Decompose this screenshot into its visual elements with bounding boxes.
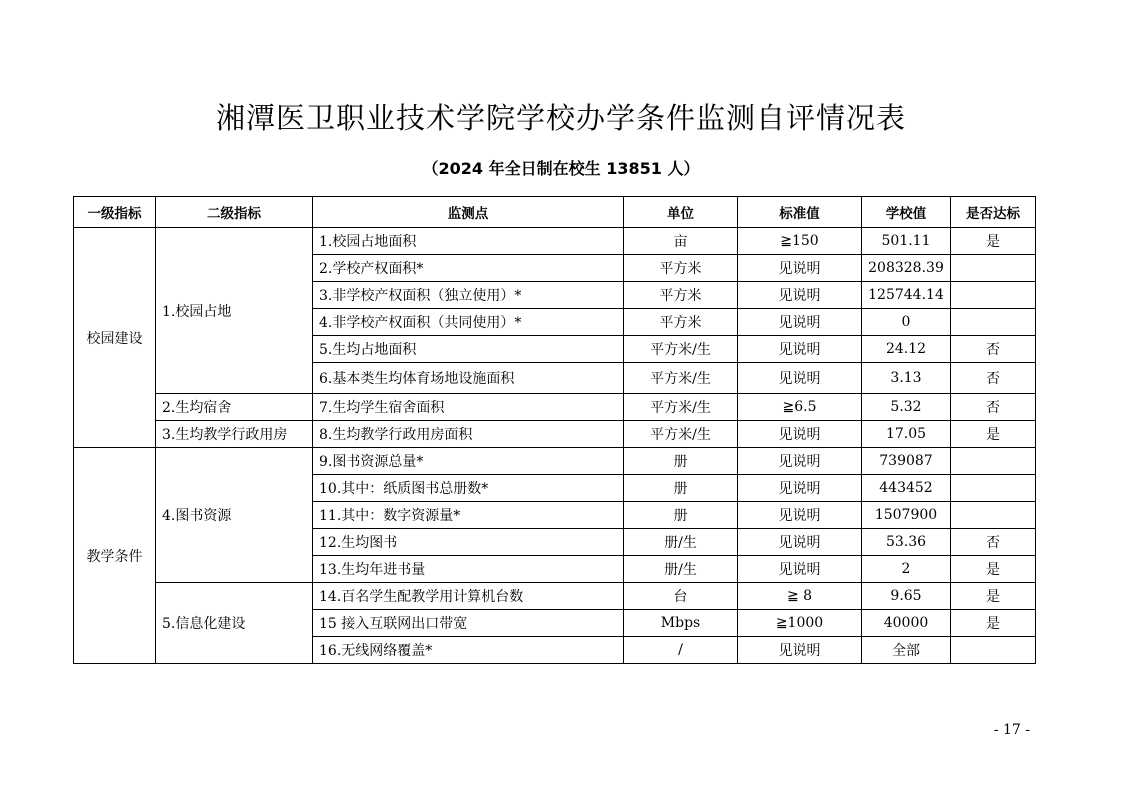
met-cell (951, 475, 1036, 502)
value-cell: 17.05 (862, 421, 951, 448)
unit-cell: 册 (624, 448, 738, 475)
value-cell: 9.65 (862, 583, 951, 610)
value-cell: 501.11 (862, 228, 951, 255)
point-cell: 13.生均年进书量 (313, 556, 624, 583)
standard-cell: 见说明 (738, 502, 862, 529)
table-row (74, 394, 1036, 421)
header-row (74, 197, 1036, 228)
point-cell: 4.非学校产权面积（共同使用）* (313, 309, 624, 336)
level2-cell: 2.生均宿舍 (156, 394, 313, 421)
met-cell: 否 (951, 336, 1036, 363)
header-cell: 监测点 (313, 197, 624, 228)
point-cell: 6.基本类生均体育场地设施面积 (313, 363, 624, 394)
met-cell: 否 (951, 363, 1036, 394)
standard-cell: 见说明 (738, 282, 862, 309)
standard-cell: 见说明 (738, 448, 862, 475)
standard-cell: 见说明 (738, 556, 862, 583)
level1-cell: 教学条件 (74, 448, 156, 664)
table-row (74, 228, 1036, 255)
standard-cell: 见说明 (738, 637, 862, 664)
table-row (74, 583, 1036, 610)
met-cell (951, 502, 1036, 529)
header-cell: 是否达标 (951, 197, 1036, 228)
value-cell: 3.13 (862, 363, 951, 394)
point-cell: 3.非学校产权面积（独立使用）* (313, 282, 624, 309)
page-title: 湘潭医卫职业技术学院学校办学条件监测自评情况表 (215, 101, 906, 135)
header-cell: 学校值 (862, 197, 951, 228)
standard-cell: ≧1000 (738, 610, 862, 637)
level1-cell: 校园建设 (74, 228, 156, 448)
point-cell: 2.学校产权面积* (313, 255, 624, 282)
unit-cell: 平方米/生 (624, 394, 738, 421)
met-cell: 是 (951, 556, 1036, 583)
standard-cell: ≧150 (738, 228, 862, 255)
value-cell: 5.32 (862, 394, 951, 421)
value-cell: 2 (862, 556, 951, 583)
unit-cell: 亩 (624, 228, 738, 255)
point-cell: 14.百名学生配教学用计算机台数 (313, 583, 624, 610)
point-cell: 15 接入互联网出口带宽 (313, 610, 624, 637)
value-cell: 739087 (862, 448, 951, 475)
unit-cell: 册 (624, 475, 738, 502)
unit-cell: 平方米 (624, 282, 738, 309)
met-cell: 是 (951, 583, 1036, 610)
level2-cell: 4.图书资源 (156, 448, 313, 583)
standard-cell: 见说明 (738, 421, 862, 448)
point-cell: 10.其中：纸质图书总册数* (313, 475, 624, 502)
value-cell: 125744.14 (862, 282, 951, 309)
standard-cell: 见说明 (738, 529, 862, 556)
standard-cell: 见说明 (738, 363, 862, 394)
point-cell: 9.图书资源总量* (313, 448, 624, 475)
value-cell: 0 (862, 309, 951, 336)
value-cell: 53.36 (862, 529, 951, 556)
standard-cell: ≧ 8 (738, 583, 862, 610)
met-cell: 否 (951, 529, 1036, 556)
table-row (74, 448, 1036, 475)
level2-cell: 5.信息化建设 (156, 583, 313, 664)
met-cell: 是 (951, 610, 1036, 637)
point-cell: 8.生均教学行政用房面积 (313, 421, 624, 448)
standard-cell: 见说明 (738, 475, 862, 502)
point-cell: 1.校园占地面积 (313, 228, 624, 255)
point-cell: 11.其中：数字资源量* (313, 502, 624, 529)
unit-cell: 册 (624, 502, 738, 529)
level2-cell: 3.生均教学行政用房 (156, 421, 313, 448)
standard-cell: 见说明 (738, 309, 862, 336)
met-cell: 否 (951, 394, 1036, 421)
standard-cell: ≧6.5 (738, 394, 862, 421)
unit-cell: Mbps (624, 610, 738, 637)
header-cell: 一级指标 (74, 197, 156, 228)
point-cell: 7.生均学生宿舍面积 (313, 394, 624, 421)
standard-cell: 见说明 (738, 336, 862, 363)
value-cell: 40000 (862, 610, 951, 637)
met-cell (951, 309, 1036, 336)
standard-cell: 见说明 (738, 255, 862, 282)
unit-cell: 平方米/生 (624, 363, 738, 394)
level2-cell: 1.校园占地 (156, 228, 313, 394)
met-cell: 是 (951, 228, 1036, 255)
met-cell: 是 (951, 421, 1036, 448)
value-cell: 全部 (862, 637, 951, 664)
page-number: - 17 - (993, 722, 1030, 738)
met-cell (951, 282, 1036, 309)
unit-cell: 册/生 (624, 529, 738, 556)
unit-cell: 平方米/生 (624, 336, 738, 363)
page-subtitle: （2024 年全日制在校生 13851 人） (422, 159, 700, 178)
unit-cell: 册/生 (624, 556, 738, 583)
point-cell: 16.无线网络覆盖* (313, 637, 624, 664)
unit-cell: 平方米/生 (624, 421, 738, 448)
unit-cell: / (624, 637, 738, 664)
unit-cell: 台 (624, 583, 738, 610)
point-cell: 12.生均图书 (313, 529, 624, 556)
header-cell: 单位 (624, 197, 738, 228)
value-cell: 208328.39 (862, 255, 951, 282)
value-cell: 24.12 (862, 336, 951, 363)
met-cell (951, 637, 1036, 664)
value-cell: 1507900 (862, 502, 951, 529)
value-cell: 443452 (862, 475, 951, 502)
unit-cell: 平方米 (624, 309, 738, 336)
point-cell: 5.生均占地面积 (313, 336, 624, 363)
header-cell: 标准值 (738, 197, 862, 228)
table-row (74, 421, 1036, 448)
header-cell: 二级指标 (156, 197, 313, 228)
met-cell (951, 448, 1036, 475)
unit-cell: 平方米 (624, 255, 738, 282)
conditions-table (73, 196, 1036, 664)
met-cell (951, 255, 1036, 282)
